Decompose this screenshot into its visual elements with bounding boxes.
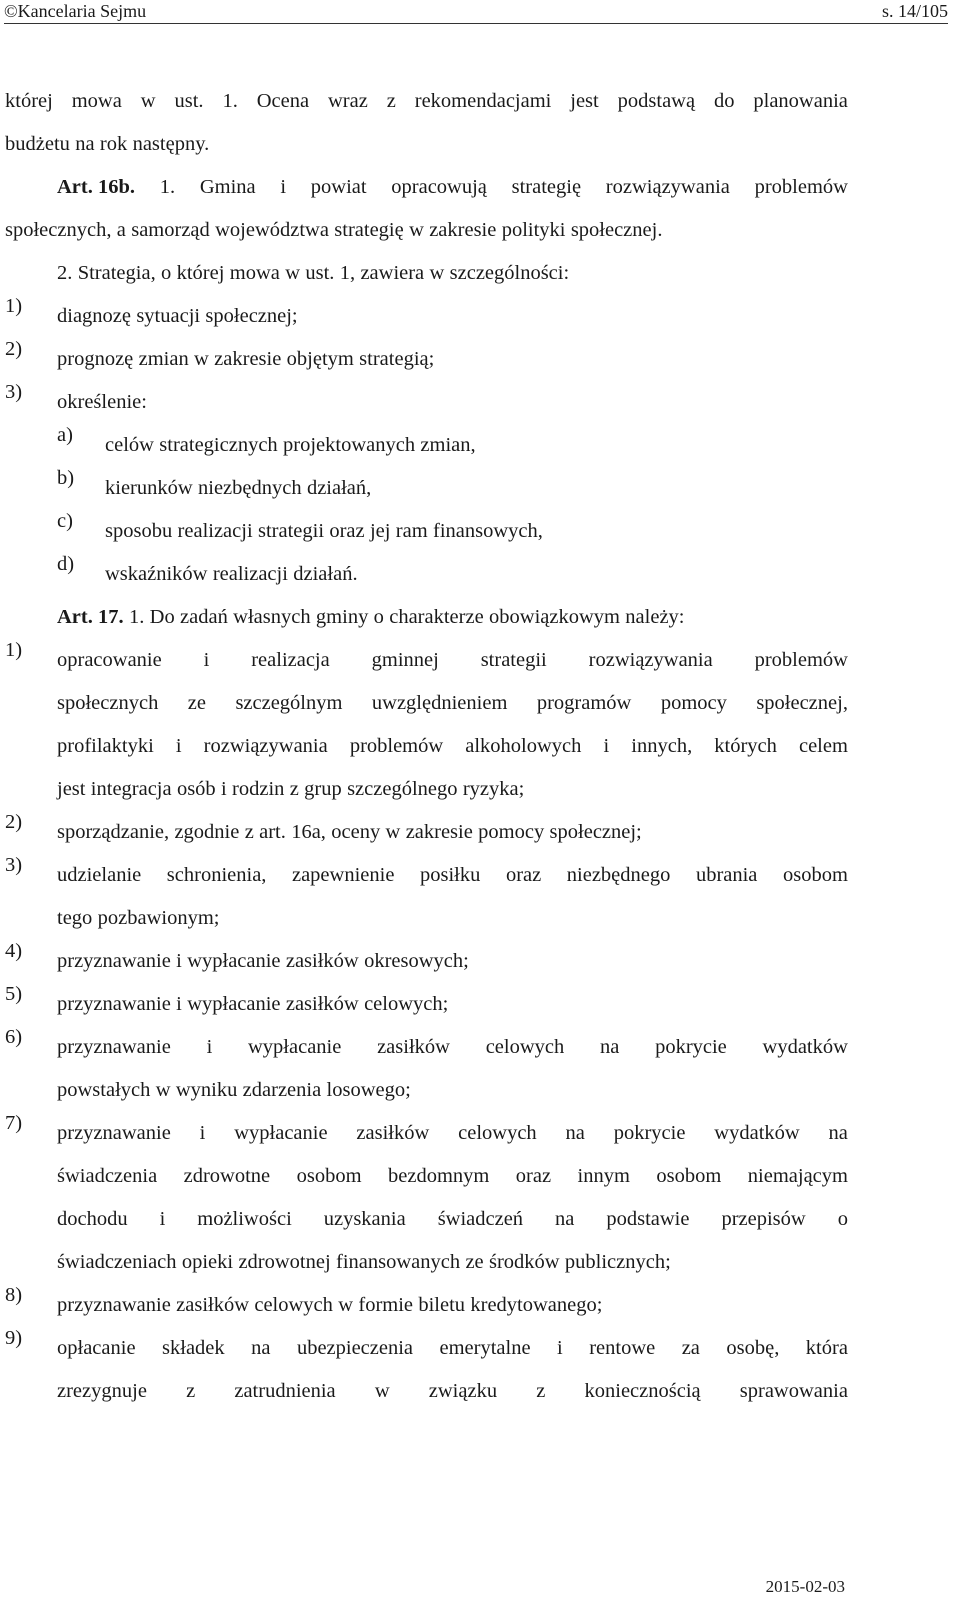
list-number xyxy=(5,1069,57,1112)
text-line: dochodu i możliwości uzyskania świadczeń na podstawie przepisów o xyxy=(5,1198,848,1241)
header-page-number: s. 14/105 xyxy=(881,1,948,21)
list-number xyxy=(5,897,57,940)
list-number: 7) xyxy=(5,1112,23,1134)
text-line: Art. 16b. 1. Gmina i powiat opracowują strategię rozwiązywania problemów xyxy=(5,166,848,209)
text-line: społecznych, a samorząd województwa strategię w zakresie polityki społecznej. xyxy=(5,219,663,241)
text-line: 8) przyznawanie zasiłków celowych w formie biletu kredytowanego; xyxy=(5,1284,848,1327)
text-line: której mowa w ust. 1. Ocena wraz z rekomendacjami jest podstawą do planowania xyxy=(5,90,848,112)
article-label: Art. 16b. xyxy=(57,176,136,198)
text-line: d) wskaźników realizacji działań. xyxy=(57,553,358,585)
list-number: 5) xyxy=(5,983,23,1005)
header-rule xyxy=(4,23,948,24)
text-line: Art. 17. 1. Do zadań własnych gminy o charakterze obowiązkowym należy: xyxy=(5,596,848,639)
list-number: 9) xyxy=(5,1327,23,1349)
sublist-letter: c) xyxy=(57,510,73,532)
text-line: 9) opłacanie składek na ubezpieczenia emerytalne i rentowe za osobę, która xyxy=(5,1327,848,1370)
list-number xyxy=(5,1241,57,1284)
sublist-letter: b) xyxy=(57,467,75,489)
document-body xyxy=(5,80,848,1413)
text-line: 7) przyznawanie i wypłacanie zasiłków celowych na pokrycie wydatków na xyxy=(5,1112,848,1155)
list-number: 3) xyxy=(5,854,23,876)
text-line: 2. Strategia, o której mowa w ust. 1, zawiera w szczególności: xyxy=(57,262,570,284)
text-line: b) kierunków niezbędnych działań, xyxy=(57,467,372,499)
text-line: 2) prognozę zmian w zakresie objętym strategią; xyxy=(5,338,848,381)
text-line: jest integracja osób i rodzin z grup szczególnego ryzyka; xyxy=(5,768,848,811)
text-line: c) sposobu realizacji strategii oraz jej ram finansowych, xyxy=(57,510,543,542)
text-line: 5) przyznawanie i wypłacanie zasiłków celowych; xyxy=(5,983,848,1026)
article-label: Art. 17. xyxy=(57,606,124,628)
text-line: profilaktyki i rozwiązywania problemów alkoholowych i innych, których celem xyxy=(5,725,848,768)
text-line: powstałych w wyniku zdarzenia losowego; xyxy=(5,1069,848,1112)
text-line: zrezygnuje z zatrudnienia w związku z koniecznością sprawowania xyxy=(5,1370,848,1413)
text-line: społecznych ze szczególnym uwzględnieniem programów pomocy społecznej, xyxy=(5,682,848,725)
list-number: 1) xyxy=(5,639,23,661)
text-line: 3) udzielanie schronienia, zapewnienie posiłku oraz niezbędnego ubrania osobom xyxy=(5,854,848,897)
list-number xyxy=(5,725,57,768)
list-number xyxy=(5,1155,57,1198)
sublist-letter: d) xyxy=(57,553,75,575)
header-publisher: ©Kancelaria Sejmu xyxy=(4,1,147,21)
list-number: 2) xyxy=(5,811,23,833)
list-number: 6) xyxy=(5,1026,23,1048)
list-number xyxy=(5,1370,57,1413)
text-line: świadczeniach opieki zdrowotnej finansowanych ze środków publicznych; xyxy=(5,1241,848,1284)
text-line: świadczenia zdrowotne osobom bezdomnym oraz innym osobom niemającym xyxy=(5,1155,848,1198)
list-number: 2) xyxy=(5,338,23,360)
text-line: 2) sporządzanie, zgodnie z art. 16a, oceny w zakresie pomocy społecznej; xyxy=(5,811,848,854)
list-number: 4) xyxy=(5,940,23,962)
text-line: 4) przyznawanie i wypłacanie zasiłków okresowych; xyxy=(5,940,848,983)
text-line: 1) diagnozę sytuacji społecznej; xyxy=(5,295,848,338)
list-number xyxy=(5,1198,57,1241)
list-number xyxy=(5,682,57,725)
list-number: 3) xyxy=(5,381,23,403)
text-line: tego pozbawionym; xyxy=(5,897,848,940)
sublist-letter: a) xyxy=(57,424,73,446)
list-number: 8) xyxy=(5,1284,23,1306)
text-line: 6) przyznawanie i wypłacanie zasiłków celowych na pokrycie wydatków xyxy=(5,1026,848,1069)
text-line: 3) określenie: xyxy=(5,381,848,424)
list-number xyxy=(5,768,57,811)
text-line: a) celów strategicznych projektowanych zmian, xyxy=(57,424,476,456)
page-header xyxy=(0,0,960,24)
text-line: budżetu na rok następny. xyxy=(5,133,210,155)
text-line: 1) opracowanie i realizacja gminnej strategii rozwiązywania problemów xyxy=(5,639,848,682)
page-footer-date: 2015-02-03 xyxy=(765,1577,845,1596)
list-number: 1) xyxy=(5,295,23,317)
